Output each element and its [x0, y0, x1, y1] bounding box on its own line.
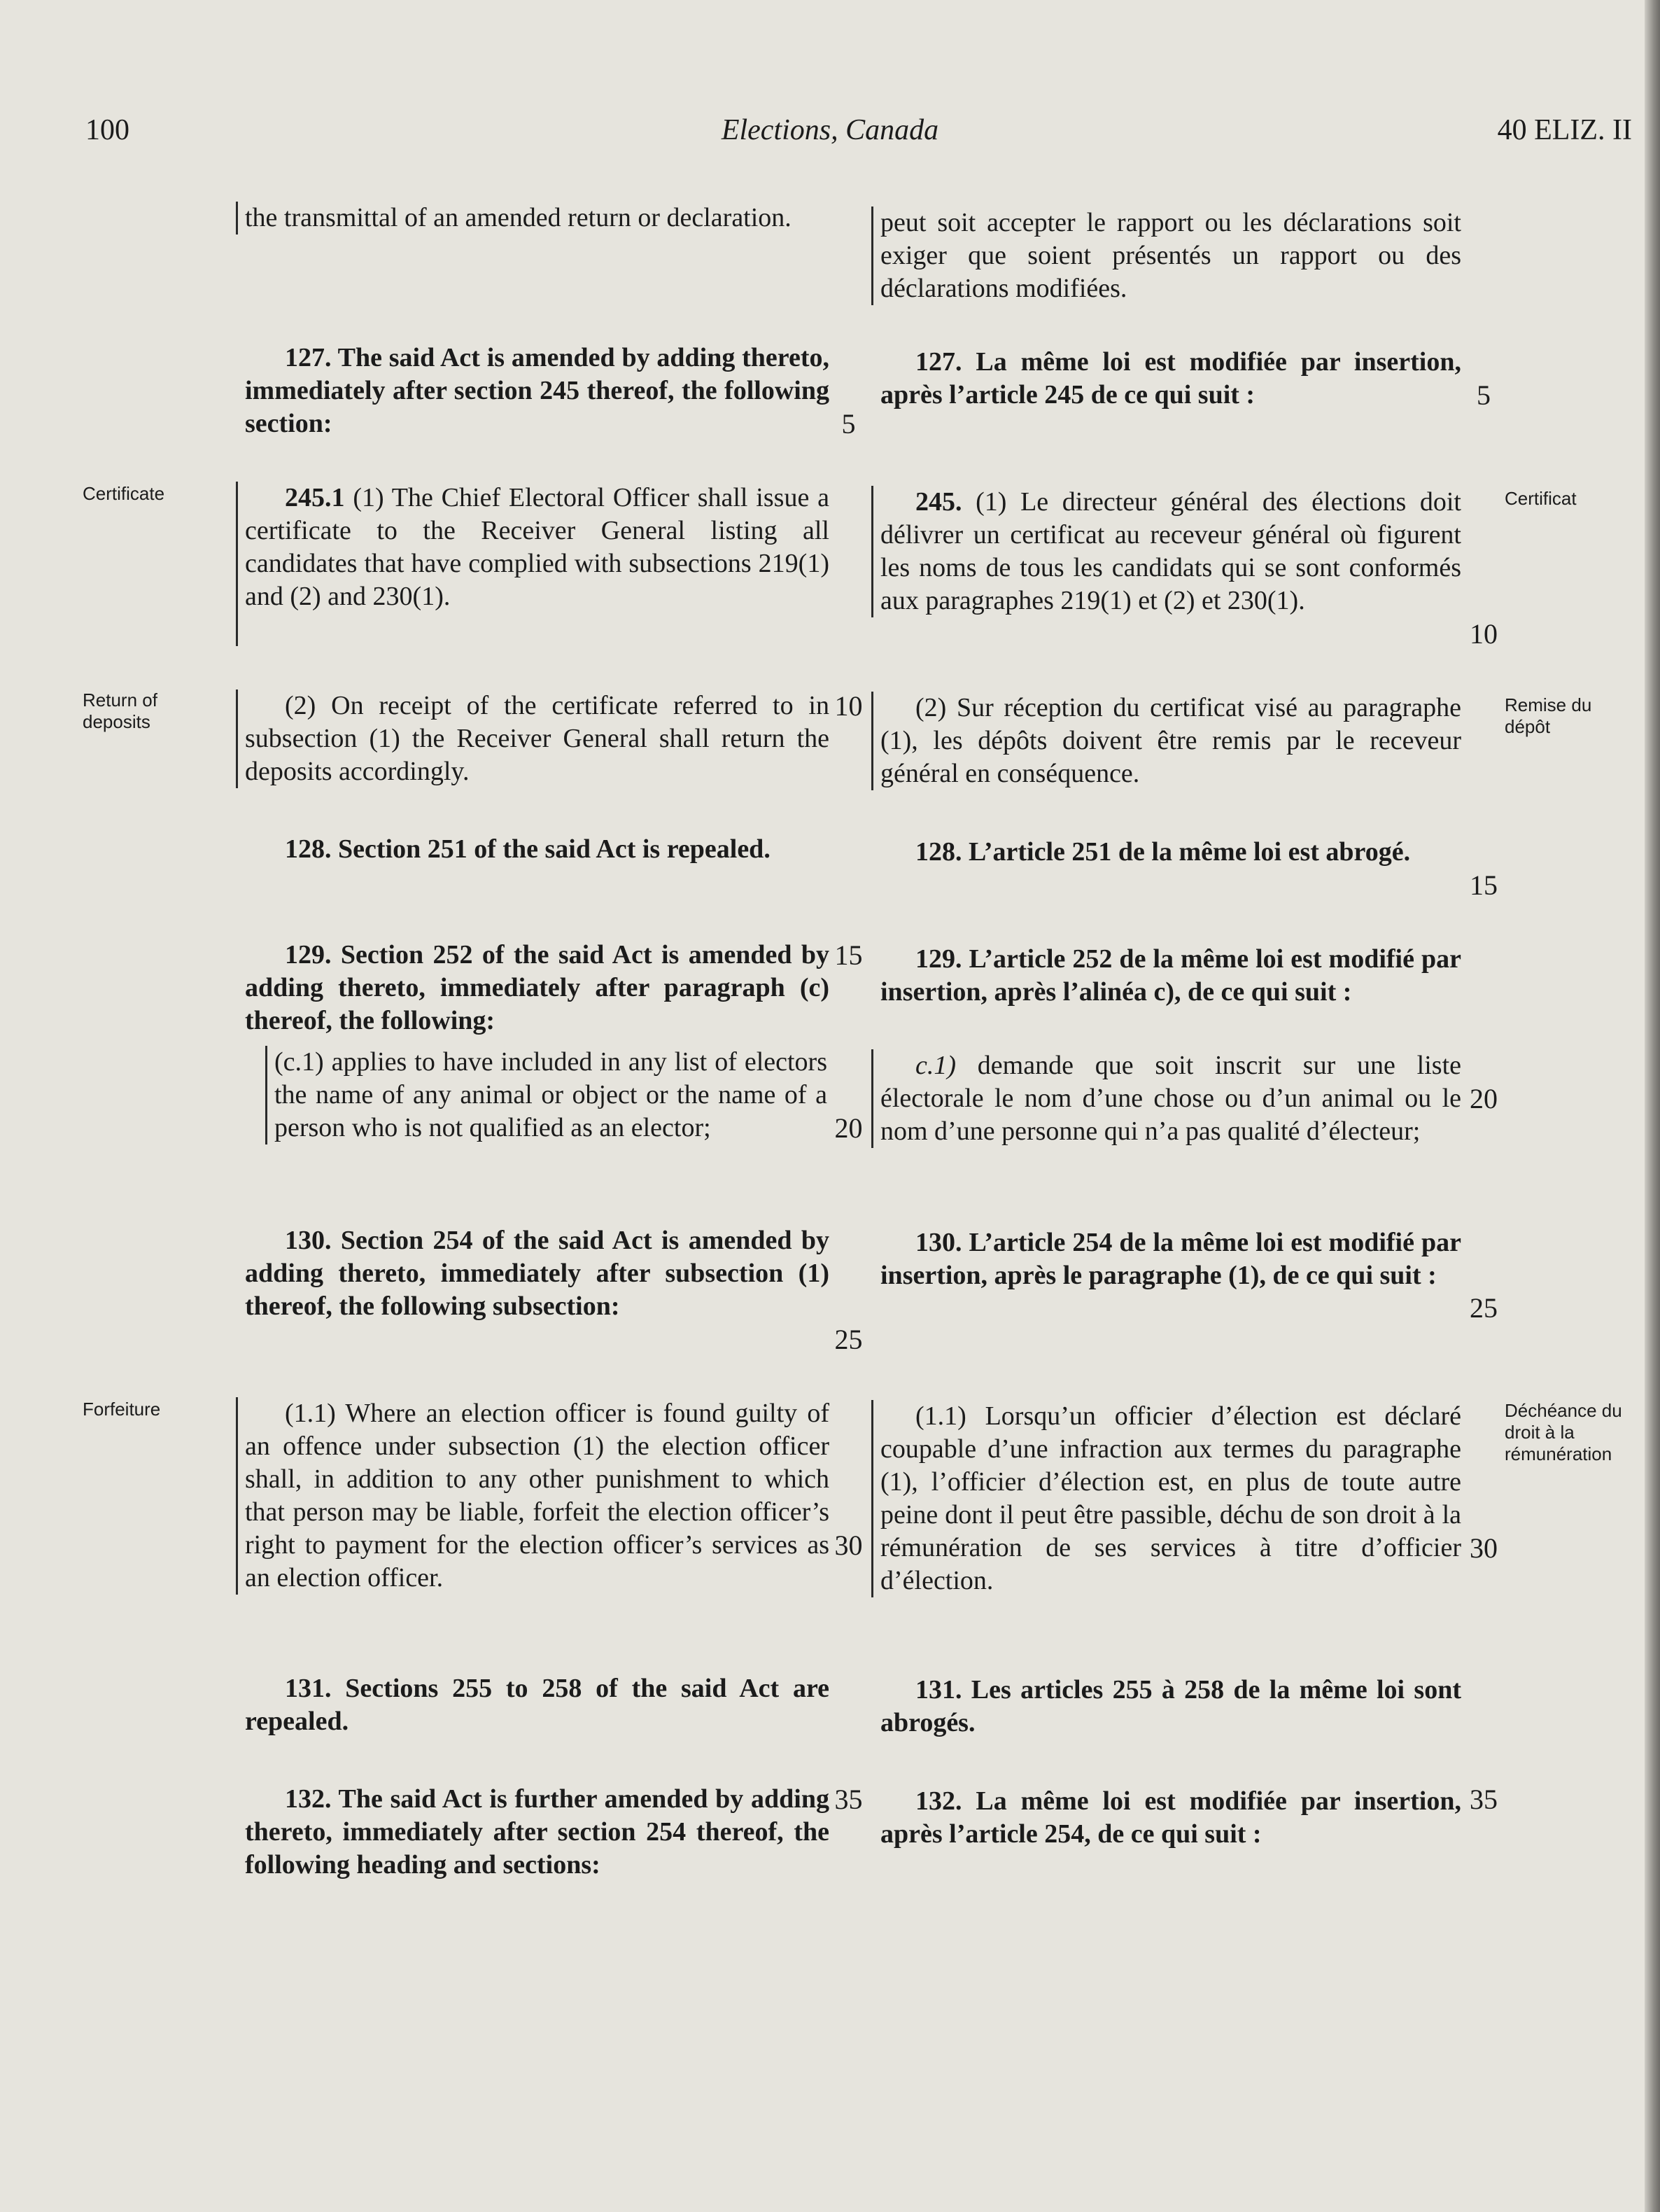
subsection-2-fr: (2) Sur réception du certificat visé au paragraphe (1), les dépôts doivent être remis par le receveur général en conséquence.	[871, 692, 1461, 790]
paragraph-number: c.1)	[915, 1051, 957, 1080]
page-number: 100	[85, 114, 129, 146]
line-number: 30	[1470, 1532, 1498, 1564]
line-number: 5	[1477, 379, 1491, 411]
line-number: 10	[834, 690, 863, 722]
paragraph-c1-en	[265, 1046, 827, 1144]
section-text: (1) Le directeur général des élections doit délivrer un certificat au receveur général où figurent les noms de tous les candidats qui se sont conformés aux paragraphes 219(1) et (2) et 230(1).	[880, 487, 1461, 615]
subsection-1-1-fr: (1.1) Lorsqu’un officier d’élection est déclaré coupable d’une infraction aux termes du paragraphe (1), l’officier d’élection est, en plus de toute autre peine dont il peut être passible, déchu de son droit à la rémunération de ses services à titre d’officier d’élection.	[871, 1400, 1461, 1597]
clause-127-en: 127. The said Act is amended by adding thereto, immediately after section 245 thereof, the following section:	[245, 343, 829, 438]
line-number: 20	[834, 1112, 863, 1144]
clause-128-fr: 128. L’article 251 de la même loi est abrogé.	[915, 837, 1411, 867]
section-number: 245.1	[285, 483, 345, 512]
line-number: 35	[1470, 1784, 1498, 1815]
margin-note-decheance: Déchéance du droit à la rémunération	[1505, 1400, 1622, 1464]
page-edge-shadow	[1645, 0, 1660, 2212]
line-number: 10	[1470, 618, 1498, 650]
paragraph-number: (c.1)	[274, 1047, 324, 1077]
margin-note-remise-du-depot: Remise du dépôt	[1505, 694, 1592, 737]
line-number: 20	[1470, 1083, 1498, 1114]
margin-note-certificate: Certificate	[83, 483, 165, 504]
clause-132-fr: 132. La même loi est modifiée par insertion, après l’article 254, de ce qui suit :	[880, 1786, 1461, 1849]
clause-128-en: 128. Section 251 of the said Act is repealed.	[285, 834, 771, 864]
clause-132-en: 132. The said Act is further amended by adding thereto, immediately after section 254 thereof, the following heading and sections:	[245, 1784, 829, 1879]
margin-note-forfeiture: Forfeiture	[83, 1399, 161, 1420]
line-number: 15	[834, 939, 863, 971]
english-continuation: the transmittal of an amended return or declaration.	[236, 202, 829, 234]
line-number: 25	[1470, 1292, 1498, 1324]
clause-129-en: 129. Section 252 of the said Act is amended by adding thereto, immediately after paragraph (c) thereof, the following:	[245, 940, 829, 1035]
margin-note-certificat: Certificat	[1505, 488, 1577, 509]
margin-note-return-of-deposits: Return of deposits	[83, 690, 157, 732]
paragraph-c1-fr	[871, 1049, 1461, 1148]
paragraph-text: applies to have included in any list of electors the name of any animal or object or the name of a person who is not qualified as an elector;	[274, 1047, 827, 1142]
section-245-1-en	[236, 482, 829, 646]
line-number: 30	[834, 1530, 863, 1561]
clause-127-fr: 127. La même loi est modifiée par insertion, après l’article 245 de ce qui suit :	[880, 347, 1461, 410]
subsection-1-1-en: (1.1) Where an election officer is found guilty of an offence under subsection (1) the election officer shall, in addition to any other punishment to which that person may be liable, forfeit the election officer’s right to payment for the election officer’s services as an election officer.	[236, 1397, 829, 1595]
clause-130-en: 130. Section 254 of the said Act is amended by adding thereto, immediately after subsection (1) thereof, the following subsection:	[245, 1226, 829, 1321]
line-number: 5	[841, 408, 856, 440]
section-text: (1) The Chief Electoral Officer shall issue a certificate to the Receiver General listing all candidates that have complied with subsections 219(1) and (2) and 230(1).	[245, 483, 829, 611]
subsection-2-en: (2) On receipt of the certificate referred to in subsection (1) the Receiver General shall return the deposits accordingly.	[236, 690, 829, 788]
line-number: 15	[1470, 869, 1498, 901]
section-245-fr	[871, 486, 1461, 617]
running-header-right: 40 ELIZ. II	[1497, 114, 1632, 146]
french-continuation: peut soit accepter le rapport ou les déclarations soit exiger que soient présentés un rapport ou des déclarations modifiées.	[871, 206, 1461, 305]
running-title: Elections, Canada	[721, 114, 939, 146]
paragraph-text: demande que soit inscrit sur une liste électorale le nom d’une chose ou d’un animal ou le nom d’une personne qui n’a pas qualité d’électeur;	[880, 1051, 1461, 1146]
line-number: 25	[834, 1324, 863, 1355]
clause-129-fr: 129. L’article 252 de la même loi est modifié par insertion, après l’alinéa c), de ce qui suit :	[880, 944, 1461, 1007]
clause-131-en: 131. Sections 255 to 258 of the said Act are repealed.	[245, 1674, 829, 1736]
clause-131-fr: 131. Les articles 255 à 258 de la même loi sont abrogés.	[880, 1675, 1461, 1737]
line-number: 35	[834, 1784, 863, 1815]
clause-130-fr: 130. L’article 254 de la même loi est modifié par insertion, après le paragraphe (1), de ce qui suit :	[880, 1228, 1461, 1290]
section-number: 245.	[915, 487, 962, 517]
